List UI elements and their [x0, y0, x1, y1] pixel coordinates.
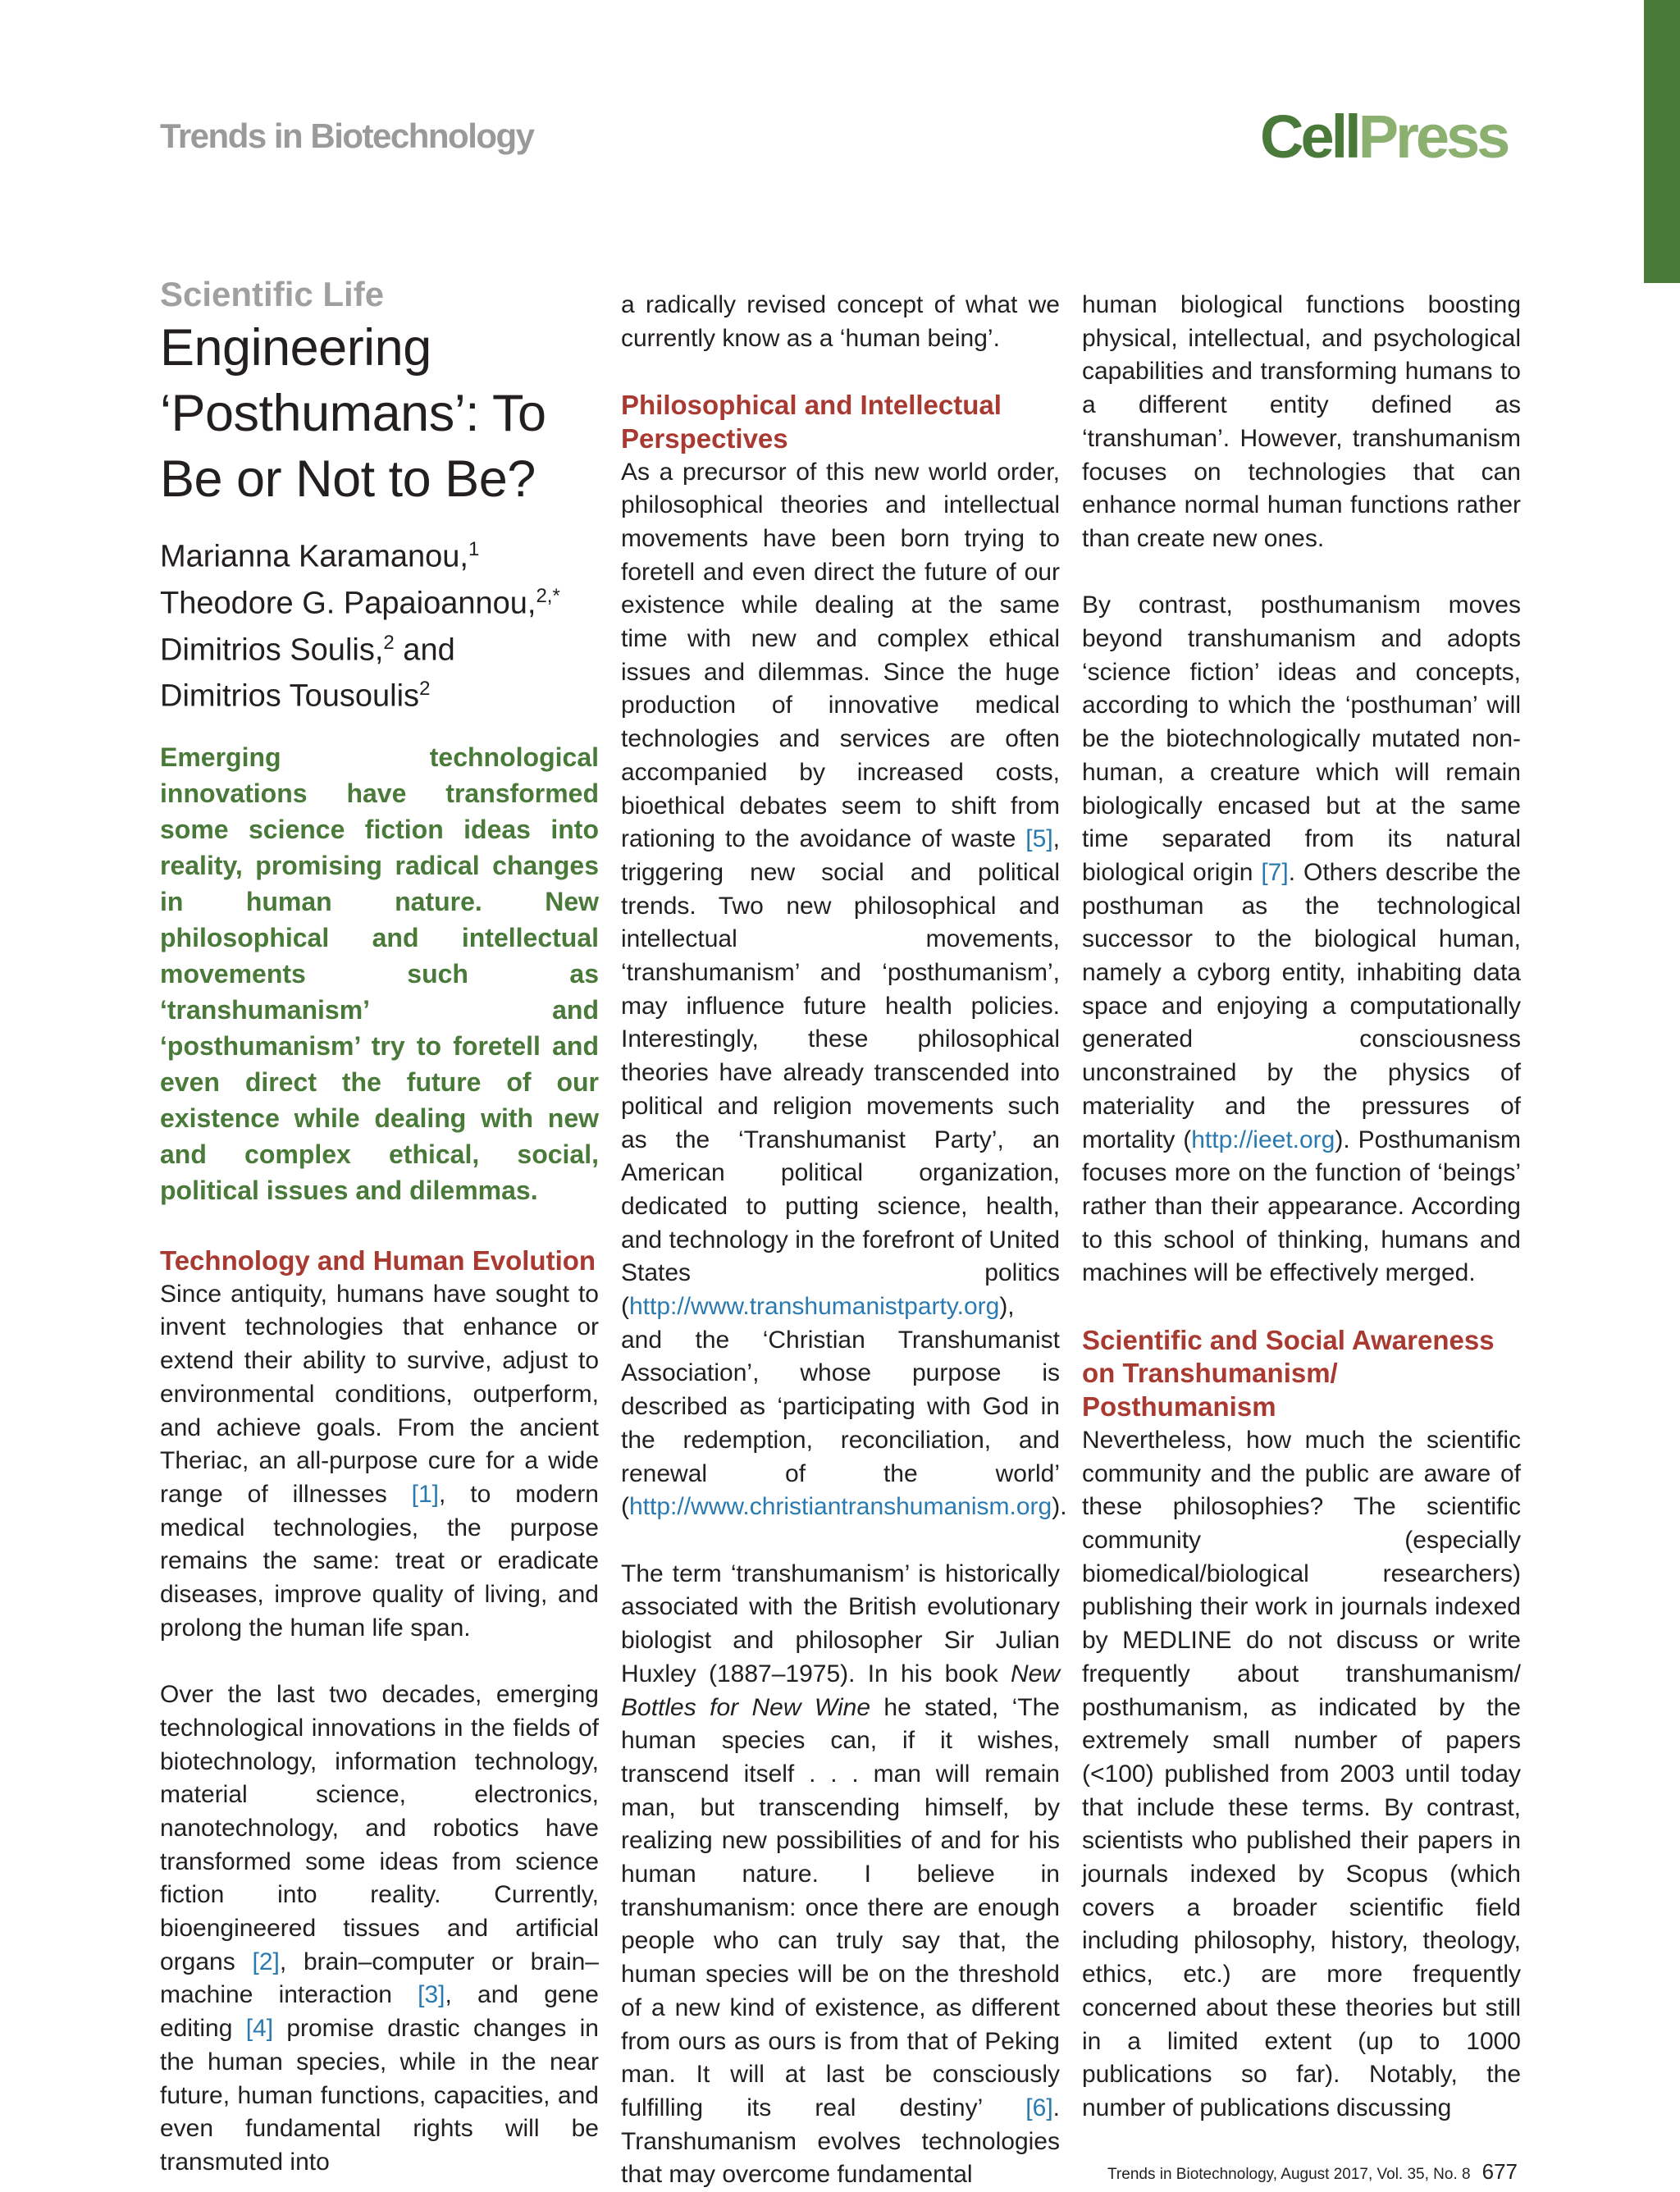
footer-citation: Trends in Biotechnology, August 2017, Vol. 35, No. 8 [1107, 2166, 1471, 2183]
paragraph: Over the last two decades, emerging technological innovations in the fields of biotechnology, information technology, material science, electronics, nanotechnology, and robotics have transformed some ideas from science fiction into reality. Currently, bioengineered tissues and artificial organs [2], brain–computer or brain–machine interaction [3], and gene editing [4] promise drastic changes in the human species, while in the near future, human functions, capacities, and even fundamental rights will be transmuted into [160, 1681, 599, 2176]
accent-tab [1644, 0, 1680, 283]
abstract: Emerging technological innovations have transformed some science fiction ideas into reality, promising radical changes in human nature. New philosophical and intellectual movements such as ‘transhumanism’ and ‘posthumanism’ try to foretell and even direct the future of our existence while dealing with new and complex ethical, social, political issues and dilemmas. [160, 742, 599, 1206]
citation-link[interactable]: [1] [411, 1480, 440, 1508]
heading-philosophical: Philosophical and Intellectual Perspectives [621, 390, 1002, 454]
column-3 [1082, 289, 1521, 2126]
url-link[interactable]: http://www.christiantranshumanism.org [629, 1493, 1052, 1521]
author: Dimitrios Tousoulis$^2$ [160, 678, 431, 715]
author-list [160, 530, 599, 716]
author: Marianna Karamanou,$^1$ [160, 538, 480, 575]
url-link[interactable]: http://www.transhumanistparty.org [629, 1293, 1000, 1321]
author: Theodore G. Papaioannou,$^{2,*}$ [160, 585, 560, 621]
spacer [621, 355, 1060, 389]
citation-link[interactable]: [7] [1261, 858, 1289, 886]
journal-name: Trends in Biotechnology [160, 116, 534, 155]
citation-link[interactable]: [3] [418, 1981, 445, 2009]
paragraph: By contrast, posthumanism moves beyond transhumanism and adopts ‘science fiction’ ideas and concepts, according to which the ‘posthuman’ will be the biotechnologically mutated non-human, a creature which will remain biologically encased but at the same time separated from its natural biological origin [7]. Others describe the posthuman as the technological successor to the biological human, namely a cyborg entity, inhabiting data space and enjoying a computationally generated consciousness unconstrained by the physics of materiality and the pressures of mortality (http://ieet.org). Posthumanism focuses more on the function of ‘beings’ rather than their appearance. According to this school of thinking, humans and machines will be effectively merged. [1082, 591, 1521, 1287]
url-link[interactable]: http://ieet.org [1191, 1126, 1335, 1153]
paragraph: As a precursor of this new world order, philosophical theories and intellectual movements have been born trying to foretell and even direct the future of our existence while dealing at the same time with new and complex ethical issues and dilemmas. Since the huge production of innovative medical technologies and services are often accompanied by increased costs, bioethical debates seem to shift from rationing to the avoidance of waste [5], triggering new social and political trends. Two new philosophical and intellectual movements, ‘transhumanism’ and ‘posthumanism’, may influence future health policies. Interestingly, these philosophical theories have already transcended into political and religion movements such as the ‘Transhumanist Party’, an American political organization, dedicated to putting science, health, and technology in the forefront of United States politics (http://www.transhumanistparty.org), and the ‘Christian Transhumanist Association’, whose purpose is described as ‘participating with God in the redemption, reconciliation, and renewal of the world’ (http://www.christiantranshumanism.org). [621, 458, 1067, 1521]
page-footer [1107, 2159, 1518, 2185]
cellpress-logo [1260, 103, 1508, 171]
column-2 [621, 289, 1067, 2192]
spacer [621, 1524, 1060, 1558]
citation-link[interactable]: [5] [1025, 825, 1053, 853]
section-kicker: Scientific Life [160, 275, 385, 313]
paragraph-continued: a radically revised concept of what we currently know as a ‘human being’. [621, 291, 1060, 352]
paragraph: The term ‘transhumanism’ is historically associated with the British evolutionary biologist and philosopher Sir Julian Huxley (1887–1975). In his book New Bottles for New Wine he stated, ‘The human species can, if it wishes, transcend itself . . . man will remain man, but transcending himself, by realizing new possibilities of and for his human nature. I believe in transhumanism: once there are enough people who can truly say that, the human species will be on the threshold of a new kind of existence, as different from ours as ours is from that of Peking man. It will at last be consciously fulfilling its real destiny’ [6]. Transhumanism evolves technologies that may overcome fundamental [621, 1560, 1060, 2189]
spacer [1082, 1290, 1521, 1324]
page-number: 677 [1481, 2159, 1518, 2184]
citation-link[interactable]: [4] [245, 2015, 274, 2043]
column-1 [160, 275, 599, 2180]
heading-awareness: Scientific and Social Awareness on Transhumanism/ Posthumanism [1082, 1324, 1495, 1423]
citation-link[interactable]: [6] [1025, 2094, 1053, 2121]
spacer [1082, 556, 1521, 590]
paragraph: Since antiquity, humans have sought to invent technologies that enhance or extend their ability to survive, adjust to environmental conditions, outperform, and achieve goals. From the ancient Theriac, an all-purpose cure for a wide range of illnesses [1], to modern medical technologies, the purpose remains the same: treat or eradicate diseases, improve quality of living, and prolong the human life span. [160, 1280, 599, 1642]
heading-technology-evolution: Technology and Human Evolution [160, 1245, 596, 1276]
logo-press: Press [1358, 103, 1508, 171]
paragraph: Nevertheless, how much the scientific community and the public are aware of these philosophies? The scientific community (especially biomedical/biological researchers) publishing their work in journals indexed by MEDLINE do not discuss or write frequently about transhumanism/ posthumanism, as indicated by the extremely small number of papers (<100) published from 2003 until today that include these terms. By contrast, scientists who published their papers in journals indexed by Scopus (which covers a broader scientific field including philosophy, history, theology, ethics, etc.) are more frequently concerned about these theories but still in a limited extent (up to 1000 publications so far). Notably, the number of publications discussing [1082, 1426, 1521, 2121]
citation-link[interactable]: [2] [252, 1948, 280, 1975]
article-title: Engineering ‘Posthumans’: To Be or Not to Be? [160, 319, 546, 509]
author: Dimitrios Soulis,$^2$ and [160, 631, 455, 668]
paragraph-continued: human biological functions boosting physical, intellectual, and psychological capabilities and transforming humans to a different entity defined as ‘transhuman’. However, transhumanism focuses on technologies that can enhance normal human functions rather than create new ones. [1082, 291, 1521, 552]
logo-cell: Cell [1260, 103, 1358, 171]
